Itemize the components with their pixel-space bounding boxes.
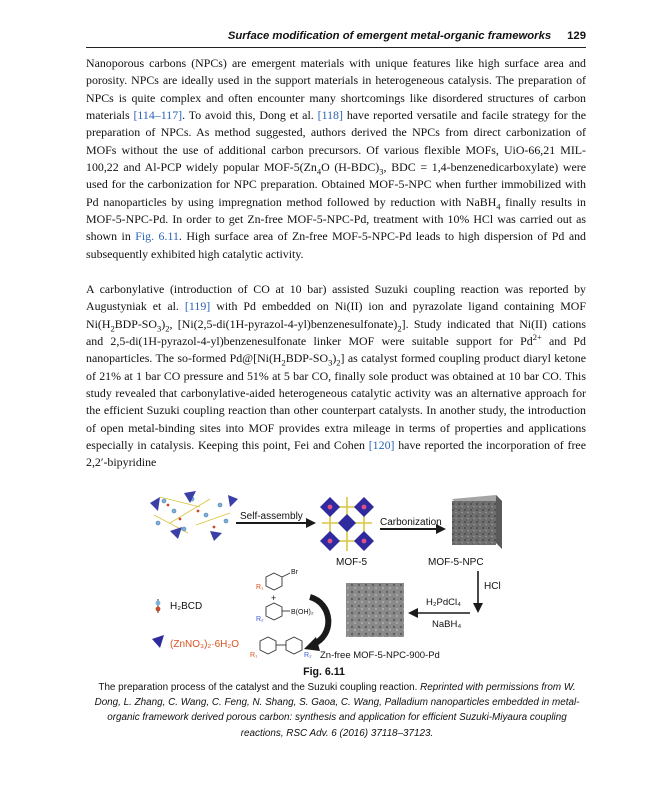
tem-image [346, 583, 404, 637]
label-mof5: MOF-5 [336, 557, 368, 568]
page-number: 129 [567, 30, 586, 42]
running-title: Surface modification of emergent metal-organic frameworks [227, 30, 552, 42]
mof5-framework [320, 497, 374, 551]
figure-label: Fig. 6.11 [303, 666, 345, 678]
text-run: ) [161, 316, 166, 331]
label-h2pdcl4: H₂PdCl₄ [426, 597, 462, 608]
ligand-cluster [150, 491, 238, 541]
label-self-assembly: Self-assembly [240, 511, 303, 522]
subscript: 2 [397, 323, 402, 334]
label-mof5-npc: MOF-5-NPC [428, 557, 484, 568]
subscript: 4 [496, 201, 501, 212]
text-run: , [Ni(2,5-di(1H-pyrazol-4-yl)benzenesulfonate) [169, 316, 398, 331]
caption-permission: Reprinted with permissions from W. Dong, L. Zhang, C. Wang, C. Feng, N. Shang, S. Gaoa, C. Wang, Palladium nanoparticles embedded in metal-organic framework derived porous carbon: synthesis and application for efficient Suzuki-Miyaura coupling reactions, RSC Adv. 6 (2016) 37118–37123. [94, 682, 580, 739]
zn-tetrahedron [150, 497, 160, 511]
text-run: have reported versatile and facile strategy for the preparation of NPCs. As method suggested, authors derived the NPCs from direct carbonization of MOFs without the use of additional carbon precursors. Of various flexible MOFs, UiO-66,21 MIL-100,22 and Al-PCP widely popular MOF-5(Zn [86, 108, 586, 175]
figure-6-11 [140, 485, 506, 663]
text-run: . To avoid this, Dong et al. [182, 108, 318, 123]
text-run: ] as catalyst formed coupling product diaryl ketone of 21% at 1 bar CO pressure and 51% at 5 bar CO, finally sole product was obtained at 10 bar CO. This study revealed that carbonylative-aided heterogeneous catalytic activity was an alternative approach for the efficient Suzuki coupling reaction than other counterpart catalysts. In another study, the introduction of open metal-binding sites into MOF provides extra mileage in terms of properties and applications especially in catalysis. Keeping this point, Fei and Cohen [86, 351, 586, 453]
subscript: 2 [336, 357, 341, 368]
label-r2-product: R₂ [304, 652, 312, 659]
header-rule [86, 47, 586, 48]
citation-link[interactable]: [120] [368, 438, 395, 453]
zn-tetrahedron [228, 495, 238, 507]
citation-link[interactable]: [118] [317, 108, 343, 123]
text-run: O (H-BDC) [321, 160, 380, 175]
arrow-head [473, 603, 483, 613]
label-h2bcd: H₂BCD [170, 601, 203, 612]
biaryl-product [260, 637, 302, 654]
text-run: A carbonylative (introduction of CO at 10 bar) assisted Suzuki coupling reaction was reported by Augustyniak et al. [86, 282, 586, 314]
text-run: . High surface area of Zn-free MOF-5-NPC-Pd leads to high dispersion of Pd and subsequently exhibited high catalytic activity. [86, 229, 586, 261]
text-run: and Pd nanoparticles. The so-formed Pd@[Ni(H [86, 334, 586, 366]
label-br: Br [291, 569, 298, 576]
text-run: Nanoporous carbons (NPCs) are emergent materials with unique features like high surface area and porosity. NPCs are ideally used in the support materials in heterogeneous catalysis. The preparation of NPCs is quite complex and often encounter many shortcomings like disordered structures of carbon materials [86, 56, 586, 123]
zn-tetrahedron [184, 491, 196, 503]
carbon-cube [452, 495, 502, 549]
text-run: BDP-SO [114, 316, 157, 331]
text-run: ]. Study indicated that Ni(II) cations and 2,5-di(1H-pyrazol-4-yl)benzenesulfonate linker MOF were suitable support for Pd [86, 316, 586, 349]
subscript: 3 [379, 166, 384, 177]
subscript: 4 [316, 166, 322, 177]
text-run: with Pd embedded on Ni(II) ion and pyrazolate ligand containing MOF Ni(H [86, 299, 586, 331]
boronic-acid [266, 603, 290, 620]
label-zn-salt: (ZnNO₃)₂·6H₂O [170, 639, 240, 650]
figure-link[interactable]: Fig. 6.11 [135, 229, 179, 244]
label-final-catalyst: Zn-free MOF-5-NPC-900-Pd [320, 650, 440, 661]
paragraph-1 [86, 55, 586, 263]
text-run: finally results in MOF-5-NPC-Pd. In order to get Zn-free MOF-5-NPC-Pd, treatment with 10% HCl was carried out as shown in [86, 194, 586, 244]
subscript: 2 [165, 323, 170, 334]
zn-tetrahedron [210, 531, 222, 541]
subscript: 2 [110, 323, 115, 334]
catalysis-arrow [310, 597, 328, 645]
label-plus: + [271, 593, 277, 603]
zn-salt-icon [152, 635, 164, 648]
label-r1: R₁ [256, 584, 264, 591]
paragraph-2 [86, 281, 586, 472]
zn-tetrahedron [170, 527, 182, 539]
arrow-head [408, 608, 418, 618]
arrow-head [306, 518, 316, 528]
label-hcl: HCl [484, 581, 501, 592]
subscript: 3 [328, 357, 333, 368]
label-nabh4: NaBH₄ [432, 619, 462, 630]
label-carbonization: Carbonization [380, 517, 442, 528]
text-run: BDP-SO [285, 351, 329, 366]
text-run: have reported the incorporation of free 2,2′-bipyridine [86, 438, 586, 470]
citation-link[interactable]: [119] [184, 299, 211, 314]
h2bcd-icon [156, 599, 161, 613]
superscript: 2+ [532, 332, 542, 343]
text-run: ) [332, 351, 337, 366]
subscript: 2 [281, 357, 286, 368]
label-boh2: B(OH)₂ [291, 609, 314, 616]
subscript: 3 [156, 323, 162, 334]
label-r1-product: R₁ [250, 652, 258, 659]
citation-link[interactable]: [114–117] [133, 108, 183, 123]
label-r2-reactant: R₂ [256, 616, 264, 623]
aryl-bromide [266, 573, 290, 590]
figure-caption [86, 680, 588, 741]
caption-text: The preparation process of the catalyst and the Suzuki coupling reaction. [98, 682, 421, 693]
running-head [118, 30, 586, 42]
text-run: , BDC = 1,4-benzenedicarboxylate) were used for the carbonization for NPC preparation. Obtained MOF-5-NPC when further immobilized with Pd nanoparticles by using impregnation method followed by reduction with NaBH [86, 160, 586, 209]
